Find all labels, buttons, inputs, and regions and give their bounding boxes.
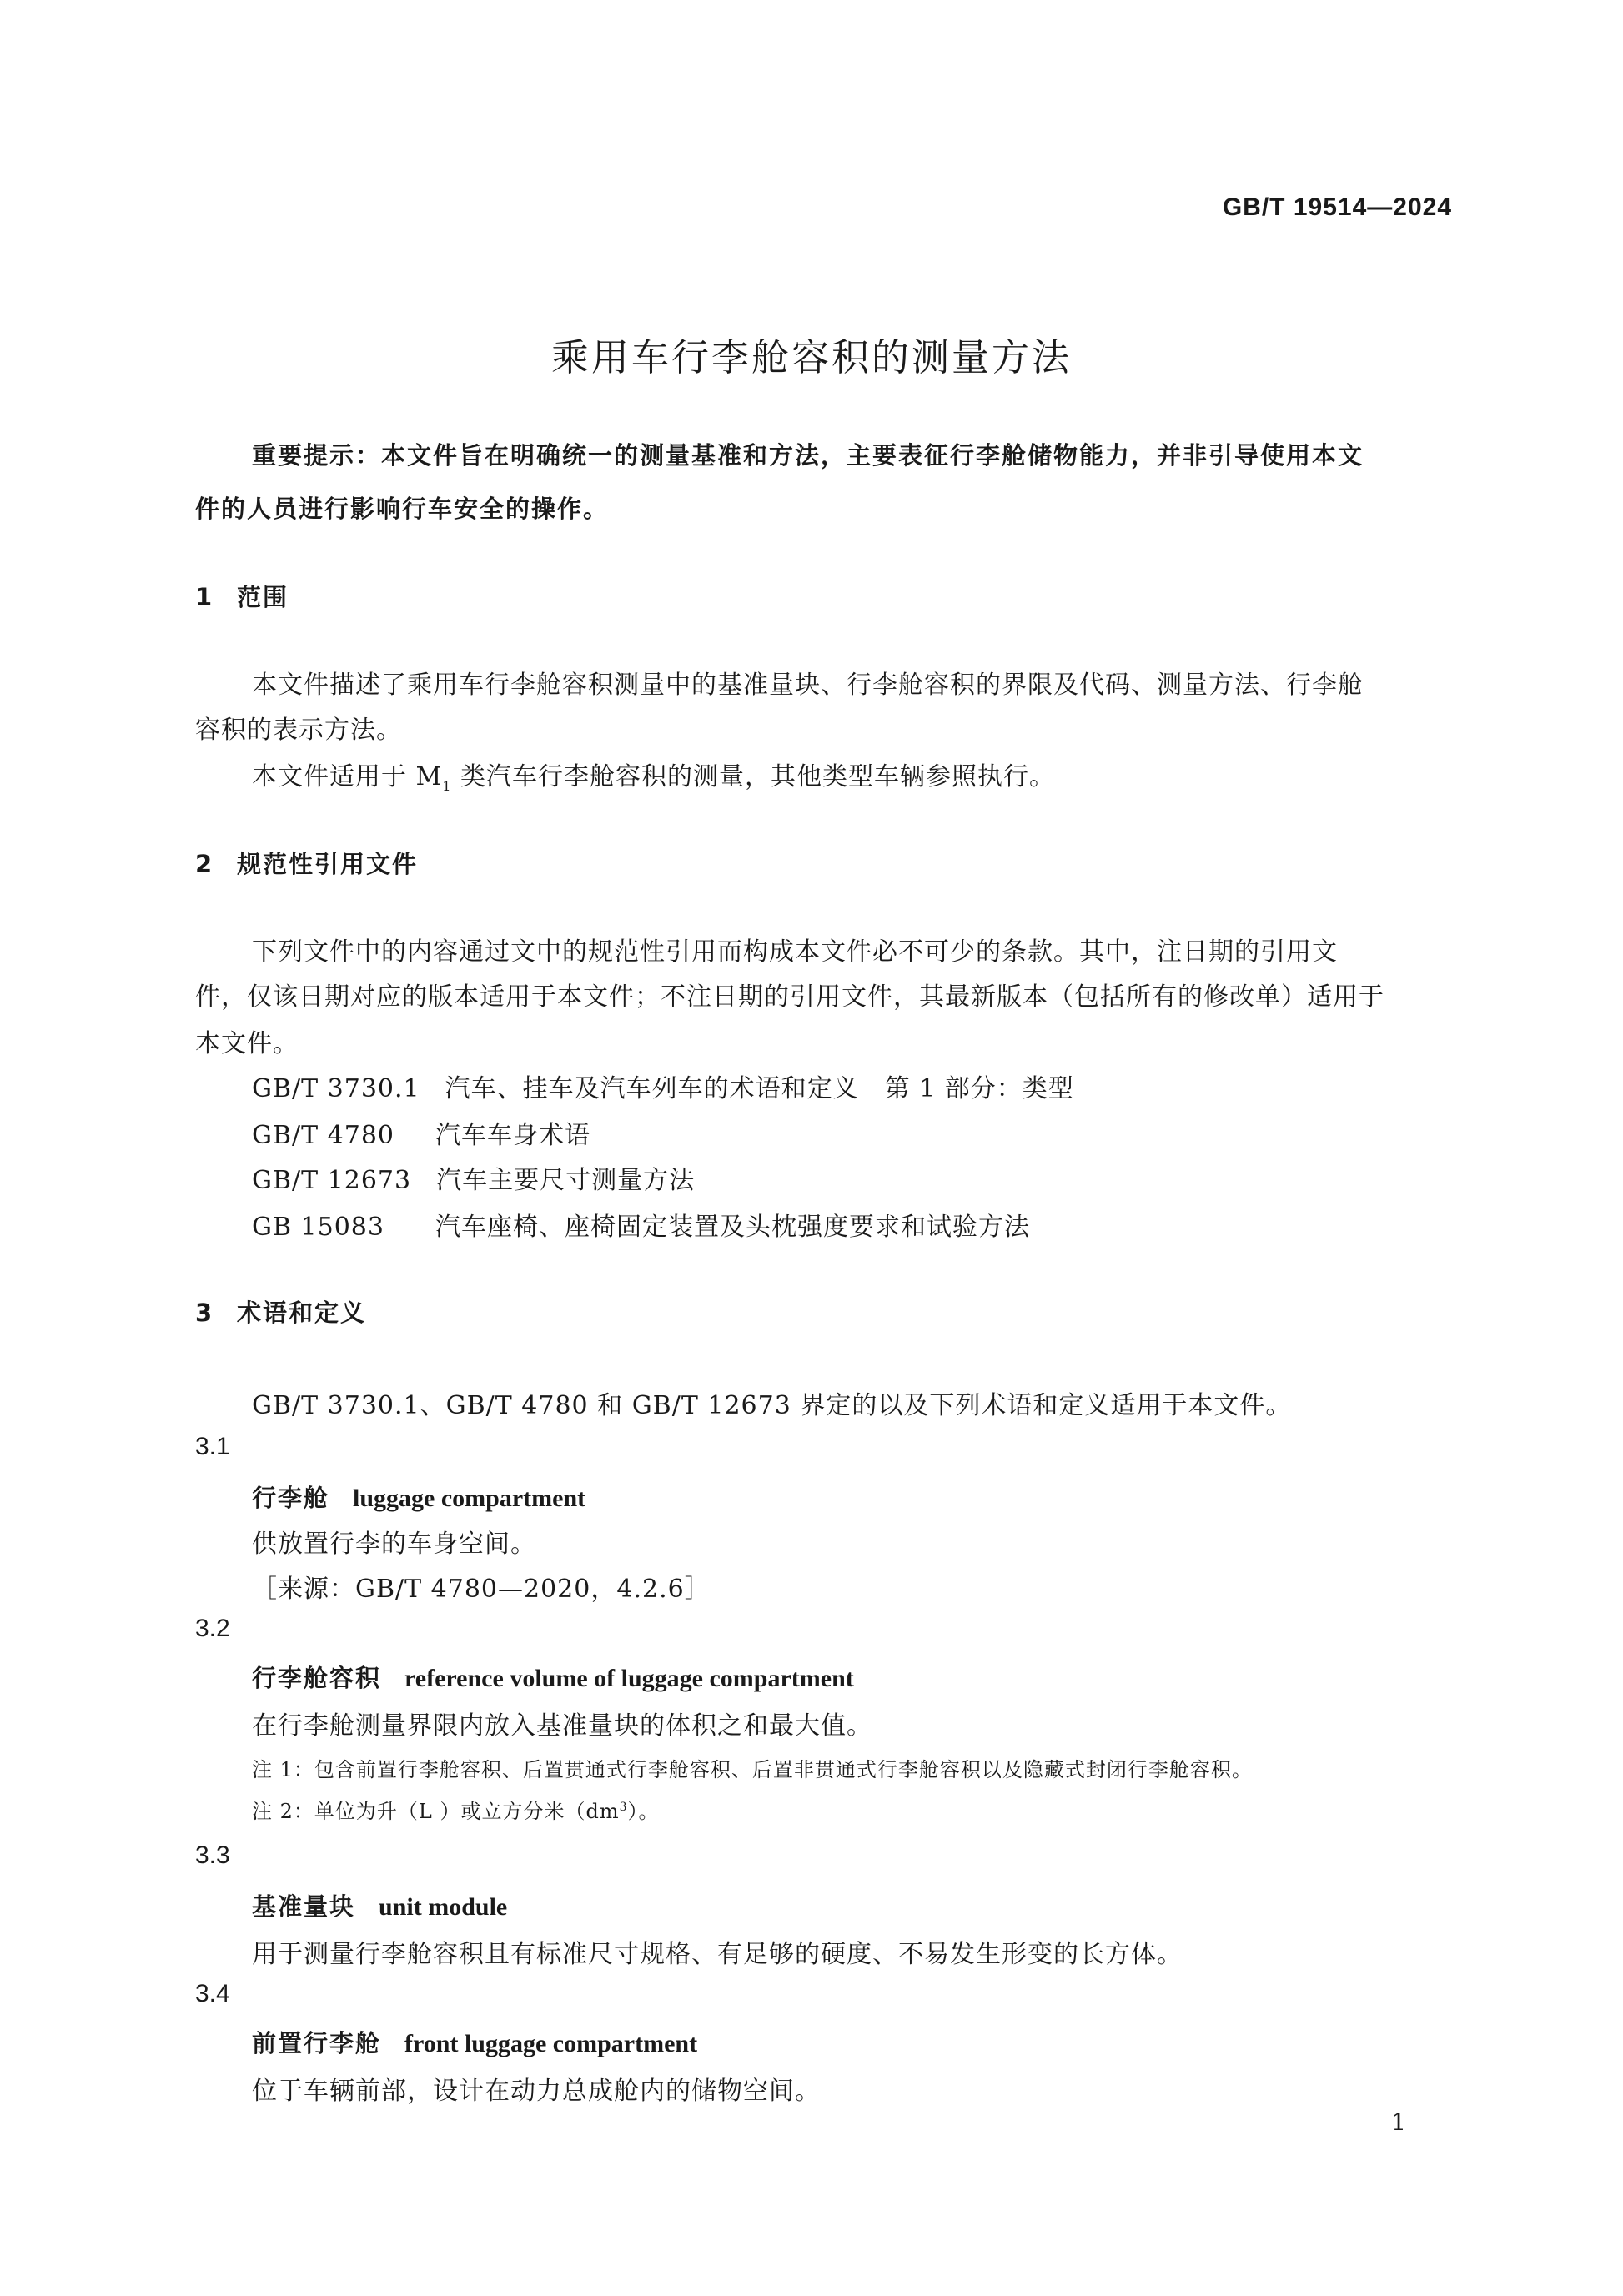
term-heading — [252, 1480, 585, 1514]
section-heading-scope — [195, 579, 289, 613]
reference-code: GB/T 3730.1 — [252, 1074, 420, 1103]
text-fragment: 注 2：单位为升（L ）或立方分米（dm — [252, 1800, 620, 1823]
terms-intro: GB/T 3730.1、GB/T 4780 和 GB/T 12673 界定的以及下列术语和定义适用于本文件。 — [252, 1391, 1292, 1420]
page-number: 1 — [1391, 2108, 1406, 2136]
term-english: front luggage compartment — [404, 2030, 698, 2057]
term-source: ［来源：GB/T 4780—2020，4.2.6］ — [252, 1575, 711, 1604]
section-number: 1 — [195, 583, 214, 611]
reference-item — [252, 1159, 695, 1196]
text-fragment: ）。 — [627, 1800, 660, 1823]
term-definition: 用于测量行李舱容积且有标准尺寸规格、有足够的硬度、不易发生形变的长方体。 — [252, 1940, 1183, 1969]
normative-paragraph-line-3: 本文件。 — [195, 1029, 299, 1058]
scope-applicability — [252, 756, 1055, 794]
section-number: 3 — [195, 1299, 214, 1327]
section-title: 术语和定义 — [237, 1299, 367, 1327]
term-english: reference volume of luggage compartment — [404, 1665, 854, 1692]
term-note-1: 注 1：包含前置行李舱容积、后置贯通式行李舱容积、后置非贯通式行李舱容积以及隐藏式封闭行李舱容积。 — [252, 1758, 1253, 1781]
term-number: 3.2 — [195, 1615, 230, 1642]
section-number: 2 — [195, 850, 214, 878]
term-chinese: 基准量块 — [252, 1892, 356, 1921]
reference-item — [252, 1206, 1030, 1243]
term-number: 3.1 — [195, 1433, 230, 1460]
important-notice-line-2: 件的人员进行影响行车安全的操作。 — [195, 495, 610, 523]
term-chinese: 前置行李舱 — [252, 2029, 382, 2057]
reference-code: GB 15083 — [252, 1213, 384, 1242]
term-english: unit module — [379, 1893, 508, 1921]
text-fragment: 类汽车行李舱容积的测量，其他类型车辆参照执行。 — [451, 762, 1055, 791]
reference-item — [252, 1068, 1074, 1104]
term-heading — [252, 2025, 697, 2059]
term-heading — [252, 1888, 507, 1922]
document-title: 乘用车行李舱容积的测量方法 — [550, 335, 1072, 379]
reference-name: 汽车座椅、座椅固定装置及头枕强度要求和试验方法 — [435, 1213, 1030, 1242]
section-title: 规范性引用文件 — [237, 850, 419, 878]
important-notice-line-1: 重要提示：本文件旨在明确统一的测量基准和方法，主要表征行李舱储物能力，并非引导使用本文 — [252, 441, 1364, 470]
term-definition: 供放置行李的车身空间。 — [252, 1530, 536, 1559]
normative-paragraph-line-2: 件，仅该日期对应的版本适用于本文件；不注日期的引用文件，其最新版本（包括所有的修改单）适用于 — [195, 982, 1384, 1012]
term-number: 3.4 — [195, 1980, 230, 2007]
section-heading-terms — [195, 1294, 366, 1329]
reference-code: GB/T 12673 — [252, 1166, 412, 1195]
superscript: 3 — [619, 1801, 628, 1814]
scope-paragraph-line-2: 容积的表示方法。 — [195, 716, 402, 745]
term-definition: 位于车辆前部，设计在动力总成舱内的储物空间。 — [252, 2077, 821, 2106]
reference-name: 汽车主要尺寸测量方法 — [436, 1166, 696, 1195]
term-note-2 — [252, 1795, 660, 1824]
scope-paragraph-line-1: 本文件描述了乘用车行李舱容积测量中的基准量块、行李舱容积的界限及代码、测量方法、行李舱 — [252, 671, 1364, 700]
term-heading — [252, 1660, 854, 1694]
section-heading-normative — [195, 846, 418, 880]
term-number: 3.3 — [195, 1841, 230, 1869]
reference-item — [252, 1114, 590, 1151]
section-title: 范围 — [237, 583, 289, 611]
reference-name: 汽车、挂车及汽车列车的术语和定义 第 1 部分：类型 — [445, 1074, 1074, 1103]
reference-code: GB/T 4780 — [252, 1121, 395, 1150]
text-fragment: 本文件适用于 M — [252, 762, 443, 791]
standard-number: GB/T 19514—2024 — [1222, 193, 1452, 221]
reference-name: 汽车车身术语 — [435, 1121, 590, 1150]
normative-paragraph-line-1: 下列文件中的内容通过文中的规范性引用而构成本文件必不可少的条款。其中，注日期的引用文 — [252, 937, 1338, 967]
term-english: luggage compartment — [353, 1485, 586, 1512]
subscript: 1 — [442, 778, 452, 794]
term-definition: 在行李舱测量界限内放入基准量块的体积之和最大值。 — [252, 1711, 872, 1741]
term-chinese: 行李舱容积 — [252, 1664, 382, 1692]
term-chinese: 行李舱 — [252, 1484, 330, 1512]
